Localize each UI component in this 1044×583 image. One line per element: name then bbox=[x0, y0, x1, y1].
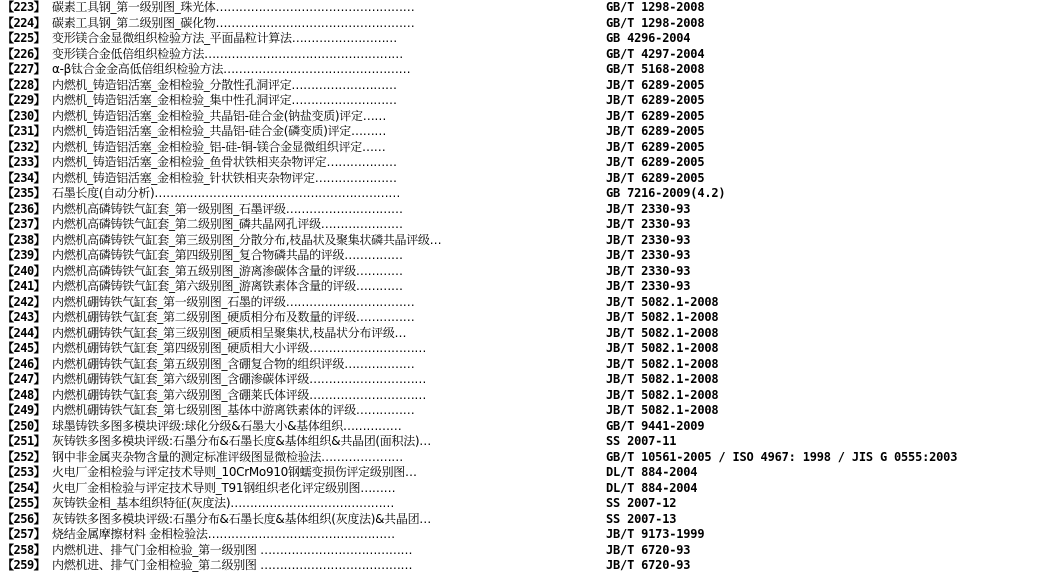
entry-title: 钢中非金属夹杂物含量的测定标准评级图显微检验法………………… bbox=[52, 449, 404, 464]
entry-title: 碳素工具钢_第一级别图_珠光体…………………………………………… bbox=[52, 0, 415, 14]
entry-title: 烧结金属摩擦材料 金相检验法………………………………………… bbox=[52, 527, 395, 541]
list-item bbox=[2, 16, 1042, 32]
entry-title: 内燃机_铸造铝活塞_金相检验_分散性孔洞评定……………………… bbox=[52, 77, 397, 92]
entry-standard: GB 7216-2009(4.2) bbox=[606, 186, 726, 200]
entry-standard: JB/T 2330-93 bbox=[606, 217, 691, 231]
list-item bbox=[2, 326, 1042, 342]
entry-number: 【234】 bbox=[2, 170, 46, 185]
entry-title: 内燃机进、排气门金相检验_第二级别图 ………………………………… bbox=[52, 558, 413, 572]
list-item bbox=[2, 434, 1042, 450]
list-item bbox=[2, 527, 1042, 543]
entry-number: 【223】 bbox=[2, 0, 46, 14]
entry-standard: JB/T 6289-2005 bbox=[606, 155, 705, 169]
entry-title: 内燃机_铸造铝活塞_金相检验_鱼骨状铁相夹杂物评定……………… bbox=[52, 155, 397, 169]
list-item bbox=[2, 171, 1042, 187]
entry-title: 内燃机硼铸铁气缸套_第五级别图_含硼复合物的组织评级……………… bbox=[52, 356, 415, 371]
entry-title: α-β钛合金金高低倍组织检验方法………………………………………… bbox=[52, 62, 411, 76]
list-item bbox=[2, 233, 1042, 249]
entry-number: 【258】 bbox=[2, 542, 46, 557]
entry-title: 内燃机硼铸铁气缸套_第一级别图_石墨的评级…………………………… bbox=[52, 294, 415, 309]
entry-standard: GB 4296-2004 bbox=[606, 31, 691, 45]
entry-number: 【251】 bbox=[2, 434, 46, 448]
entry-standard: JB/T 2330-93 bbox=[606, 232, 691, 247]
entry-title: 石墨长度(自动分析)……………………………………………………… bbox=[52, 186, 401, 200]
entry-title: 内燃机高磷铸铁气缸套_第五级别图_游离渗碳体含量的评级………… bbox=[52, 263, 403, 278]
entry-title: 火电厂金相检验与评定技术导则_10CrMo910钢蠕变损伤评定级别图… bbox=[52, 465, 417, 479]
entry-standard: JB/T 5082.1-2008 bbox=[606, 403, 719, 417]
list-item bbox=[2, 62, 1042, 78]
list-item bbox=[2, 264, 1042, 280]
list-item bbox=[2, 419, 1042, 435]
entry-number: 【239】 bbox=[2, 248, 46, 262]
list-item bbox=[2, 109, 1042, 125]
list-item bbox=[2, 279, 1042, 295]
entry-standard: JB/T 6720-93 bbox=[606, 542, 691, 557]
entry-title: 球墨铸铁多图多模块评级:球化分级&石墨大小&基体组织…………… bbox=[52, 418, 402, 433]
entry-number: 【248】 bbox=[2, 387, 46, 402]
entry-number: 【241】 bbox=[2, 279, 46, 293]
entry-number: 【256】 bbox=[2, 511, 46, 526]
entry-title: 内燃机_铸造铝活塞_金相检验_共晶铝-硅合金(钠盐变质)评定…… bbox=[52, 108, 387, 123]
list-item bbox=[2, 558, 1042, 574]
entry-title: 内燃机进、排气门金相检验_第一级别图 ………………………………… bbox=[52, 542, 413, 557]
entry-standard: JB/T 5082.1-2008 bbox=[606, 372, 719, 386]
entry-title: 灰铸铁金相_基本组织特征(灰度法)…………………………………… bbox=[52, 496, 395, 510]
entry-number: 【225】 bbox=[2, 31, 46, 45]
entry-standard: JB/T 6289-2005 bbox=[606, 124, 705, 138]
entry-number: 【244】 bbox=[2, 325, 46, 340]
entry-standard: JB/T 6289-2005 bbox=[606, 170, 705, 185]
entry-title: 变形镁合金显微组织检验方法_平面晶粒计算法……………………… bbox=[52, 31, 398, 45]
entry-standard: JB/T 5082.1-2008 bbox=[606, 325, 719, 340]
entry-standard: GB/T 9441-2009 bbox=[606, 418, 705, 433]
entry-number: 【259】 bbox=[2, 558, 46, 572]
entry-number: 【246】 bbox=[2, 356, 46, 371]
list-item bbox=[2, 357, 1042, 373]
entry-title: 内燃机_铸造铝活塞_金相检验_集中性孔洞评定……………………… bbox=[52, 93, 397, 107]
entry-standard: JB/T 2330-93 bbox=[606, 201, 691, 216]
entry-standard: JB/T 6720-93 bbox=[606, 558, 691, 572]
entry-title: 碳素工具钢_第二级别图_碳化物…………………………………………… bbox=[52, 15, 415, 30]
entry-number: 【224】 bbox=[2, 15, 46, 30]
list-item bbox=[2, 481, 1042, 497]
entry-title: 灰铸铁多图多模块评级:石墨分布&石墨长度&基体组织&共晶团(面积法)… bbox=[52, 434, 431, 448]
entry-title: 内燃机高磷铸铁气缸套_第六级别图_游离铁素体含量的评级………… bbox=[52, 279, 403, 293]
entry-standard: GB/T 1298-2008 bbox=[606, 0, 705, 14]
list-item bbox=[2, 388, 1042, 404]
list-item bbox=[2, 465, 1042, 481]
entry-standard: JB/T 9173-1999 bbox=[606, 527, 705, 541]
list-item bbox=[2, 78, 1042, 94]
entry-standard: SS 2007-13 bbox=[606, 511, 677, 526]
entry-number: 【237】 bbox=[2, 217, 46, 231]
list-item bbox=[2, 341, 1042, 357]
list-item bbox=[2, 310, 1042, 326]
entry-number: 【236】 bbox=[2, 201, 46, 216]
entry-standard: DL/T 884-2004 bbox=[606, 480, 698, 495]
entry-title: 内燃机_铸造铝活塞_金相检验_铝-硅-铜-镁合金显微组织评定…… bbox=[52, 139, 386, 154]
entry-number: 【231】 bbox=[2, 124, 46, 138]
list-item bbox=[2, 248, 1042, 264]
entry-number: 【227】 bbox=[2, 62, 46, 76]
entry-number: 【228】 bbox=[2, 77, 46, 92]
entry-number: 【232】 bbox=[2, 139, 46, 154]
list-item bbox=[2, 450, 1042, 466]
entry-title: 内燃机硼铸铁气缸套_第六级别图_含硼渗碳体评级………………………… bbox=[52, 372, 427, 386]
entry-number: 【250】 bbox=[2, 418, 46, 433]
entry-number: 【245】 bbox=[2, 341, 46, 355]
entry-standard: JB/T 2330-93 bbox=[606, 248, 691, 262]
list-item bbox=[2, 155, 1042, 171]
entry-title: 灰铸铁多图多模块评级:石墨分布&石墨长度&基体组织(灰度法)&共晶团… bbox=[52, 511, 431, 526]
entry-title: 变形镁合金低倍组织检验方法…………………………………………… bbox=[52, 46, 404, 61]
entry-number: 【243】 bbox=[2, 310, 46, 324]
list-item bbox=[2, 512, 1042, 528]
entry-standard: JB/T 5082.1-2008 bbox=[606, 341, 719, 355]
entry-number: 【240】 bbox=[2, 263, 46, 278]
list-item bbox=[2, 93, 1042, 109]
entry-number: 【254】 bbox=[2, 480, 46, 495]
entry-title: 内燃机高磷铸铁气缸套_第二级别图_磷共晶网孔评级………………… bbox=[52, 217, 403, 231]
entry-number: 【247】 bbox=[2, 372, 46, 386]
entry-title: 内燃机硼铸铁气缸套_第三级别图_硬质相呈聚集状,枝晶状分布评级… bbox=[52, 325, 407, 340]
list-item bbox=[2, 372, 1042, 388]
entry-standard: JB/T 2330-93 bbox=[606, 263, 691, 278]
list-item bbox=[2, 403, 1042, 419]
entry-standard: GB/T 4297-2004 bbox=[606, 46, 705, 61]
entry-title: 内燃机高磷铸铁气缸套_第一级别图_石墨评级………………………… bbox=[52, 201, 403, 216]
entry-standard: JB/T 6289-2005 bbox=[606, 93, 705, 107]
entry-standard: JB/T 2330-93 bbox=[606, 279, 691, 293]
entry-standard: JB/T 5082.1-2008 bbox=[606, 356, 719, 371]
entry-standard: SS 2007-11 bbox=[606, 434, 677, 448]
entry-standard: GB/T 1298-2008 bbox=[606, 15, 705, 30]
list-item bbox=[2, 124, 1042, 140]
list-item bbox=[2, 31, 1042, 47]
standards-list bbox=[2, 0, 1042, 574]
list-item bbox=[2, 202, 1042, 218]
entry-number: 【257】 bbox=[2, 527, 46, 541]
list-item bbox=[2, 140, 1042, 156]
entry-number: 【235】 bbox=[2, 186, 46, 200]
entry-title: 内燃机硼铸铁气缸套_第二级别图_硬质相分布及数量的评级…………… bbox=[52, 310, 415, 324]
entry-number: 【255】 bbox=[2, 496, 46, 510]
entry-standard: JB/T 6289-2005 bbox=[606, 139, 705, 154]
entry-title: 火电厂金相检验与评定技术导则_T91钢组织老化评定级别图……… bbox=[52, 480, 396, 495]
entry-standard: JB/T 6289-2005 bbox=[606, 77, 705, 92]
entry-standard: GB/T 5168-2008 bbox=[606, 62, 705, 76]
list-item bbox=[2, 543, 1042, 559]
list-item bbox=[2, 47, 1042, 63]
entry-number: 【242】 bbox=[2, 294, 46, 309]
entry-number: 【249】 bbox=[2, 403, 46, 417]
entry-title: 内燃机高磷铸铁气缸套_第四级别图_复合物磷共晶的评级…………… bbox=[52, 248, 403, 262]
entry-standard: GB/T 10561-2005 / ISO 4967: 1998 / JIS G 0555:2003 bbox=[606, 449, 958, 464]
entry-standard: SS 2007-12 bbox=[606, 496, 677, 510]
entry-standard: JB/T 5082.1-2008 bbox=[606, 310, 719, 324]
entry-title: 内燃机_铸造铝活塞_金相检验_共晶铝-硅合金(磷变质)评定……… bbox=[52, 124, 387, 138]
entry-title: 内燃机硼铸铁气缸套_第七级别图_基体中游离铁素体的评级…………… bbox=[52, 403, 415, 417]
list-item bbox=[2, 186, 1042, 202]
entry-standard: JB/T 5082.1-2008 bbox=[606, 387, 719, 402]
entry-number: 【229】 bbox=[2, 93, 46, 107]
entry-title: 内燃机高磷铸铁气缸套_第三级别图_分散分布,枝晶状及聚集状磷共晶评级… bbox=[52, 232, 442, 247]
entry-title: 内燃机硼铸铁气缸套_第六级别图_含硼莱氏体评级………………………… bbox=[52, 387, 427, 402]
entry-number: 【253】 bbox=[2, 465, 46, 479]
list-item bbox=[2, 295, 1042, 311]
entry-number: 【226】 bbox=[2, 46, 46, 61]
entry-number: 【233】 bbox=[2, 155, 46, 169]
entry-standard: JB/T 5082.1-2008 bbox=[606, 294, 719, 309]
list-item bbox=[2, 217, 1042, 233]
entry-standard: JB/T 6289-2005 bbox=[606, 108, 705, 123]
entry-standard: DL/T 884-2004 bbox=[606, 465, 698, 479]
entry-number: 【252】 bbox=[2, 449, 46, 464]
entry-title: 内燃机_铸造铝活塞_金相检验_针状铁相夹杂物评定………………… bbox=[52, 170, 397, 185]
entry-title: 内燃机硼铸铁气缸套_第四级别图_硬质相大小评级………………………… bbox=[52, 341, 427, 355]
entry-number: 【230】 bbox=[2, 108, 46, 123]
list-item bbox=[2, 496, 1042, 512]
list-item bbox=[2, 0, 1042, 16]
entry-number: 【238】 bbox=[2, 232, 46, 247]
